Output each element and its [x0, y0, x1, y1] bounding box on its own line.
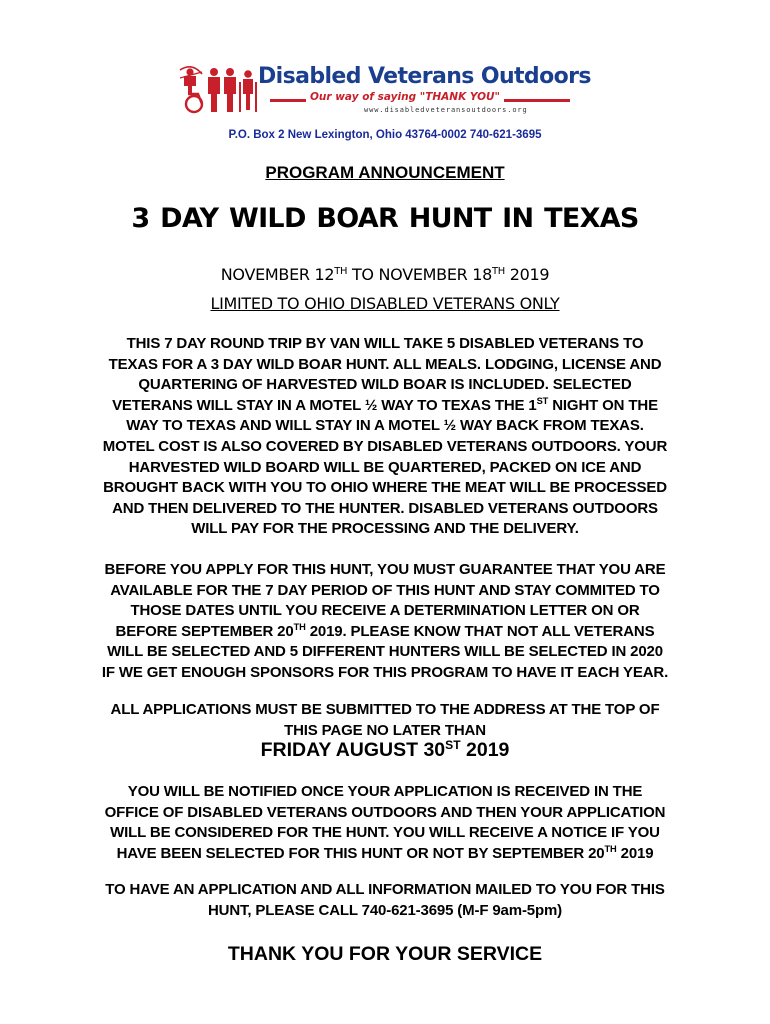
eligibility-notice: LIMITED TO OHIO DISABLED VETERANS ONLY: [210, 294, 560, 313]
organization-logo: [178, 60, 591, 118]
logo-name: Disabled Veterans Outdoors: [258, 64, 591, 89]
contact-paragraph: TO HAVE AN APPLICATION AND ALL INFORMATION MAILED TO YOU FOR THIS HUNT, PLEASE CALL 740-621-3695 (M-F 9am-5pm): [105, 881, 665, 919]
logo-rule-left: [270, 99, 306, 102]
application-deadline: FRIDAY AUGUST 30ST 2019: [260, 737, 510, 761]
hunt-title: 3 DAY WILD BOAR HUNT IN TEXAS: [131, 203, 639, 234]
hunt-dates: NOVEMBER 12TH TO NOVEMBER 18TH 2019: [220, 265, 550, 284]
submission-paragraph: ALL APPLICATIONS MUST BE SUBMITTED TO THE ADDRESS AT THE TOP OF THIS PAGE NO LATER THAN: [110, 701, 660, 739]
logo-rule-right: [504, 99, 570, 102]
closing-thanks: THANK YOU FOR YOUR SERVICE: [227, 943, 543, 965]
mailing-address: P.O. Box 2 New Lexington, Ohio 43764-0002 740-621-3695: [228, 129, 542, 141]
veterans-figures-icon: [178, 64, 264, 114]
availability-paragraph: BEFORE YOU APPLY FOR THIS HUNT, YOU MUST GUARANTEE THAT YOU ARE AVAILABLE FOR THE 7 DAY PERIOD OF THIS HUNT AND STAY COMMITED TO THOSE DATES UNTIL YOU RECEIVE A DETERMINATION LETTER ON OR BEFORE SEPTEMBER 20TH 2019. PLEASE KNOW THAT NOT ALL VETERANS WILL BE SELECTED AND 5 DIFFERENT HUNTERS WILL BE SELECTED IN 2020 IF WE GET ENOUGH SPONSORS FOR THIS PROGRAM TO HAVE IT EACH YEAR.: [101, 561, 669, 681]
logo-tagline: Our way of saying "THANK YOU": [310, 91, 501, 103]
notification-paragraph: YOU WILL BE NOTIFIED ONCE YOUR APPLICATION IS RECEIVED IN THE OFFICE OF DISABLED VETERANS OUTDOORS AND THEN YOUR APPLICATION WILL BE CONSIDERED FOR THE HUNT. YOU WILL RECEIVE A NOTICE IF YOU HAVE BEEN SELECTED FOR THIS HUNT OR NOT BY SEPTEMBER 20TH 2019: [104, 783, 666, 862]
trip-details-paragraph: THIS 7 DAY ROUND TRIP BY VAN WILL TAKE 5 DISABLED VETERANS TO TEXAS FOR A 3 DAY WILD BOAR HUNT. ALL MEALS. LODGING, LICENSE AND QUARTERING OF HARVESTED WILD BOAR IS INCLUDED. SELECTED VETERANS WILL STAY IN A MOTEL ½ WAY TO TEXAS THE 1ST NIGHT ON THE WAY TO TEXAS AND WILL STAY IN A MOTEL ½ WAY BACK FROM TEXAS. MOTEL COST IS ALSO COVERED BY DISABLED VETERANS OUTDOORS. YOUR HARVESTED WILD BOARD WILL BE QUARTERED, PACKED ON ICE AND BROUGHT BACK WITH YOU TO OHIO WHERE THE MEAT WILL BE PROCESSED AND THEN DELIVERED TO THE HUNTER. DISABLED VETERANS OUTDOORS WILL PAY FOR THE PROCESSING AND THE DELIVERY.: [102, 335, 668, 538]
logo-website: www.disabledveteransoutdoors.org: [364, 106, 528, 114]
program-announcement-heading: PROGRAM ANNOUNCEMENT: [265, 163, 505, 182]
